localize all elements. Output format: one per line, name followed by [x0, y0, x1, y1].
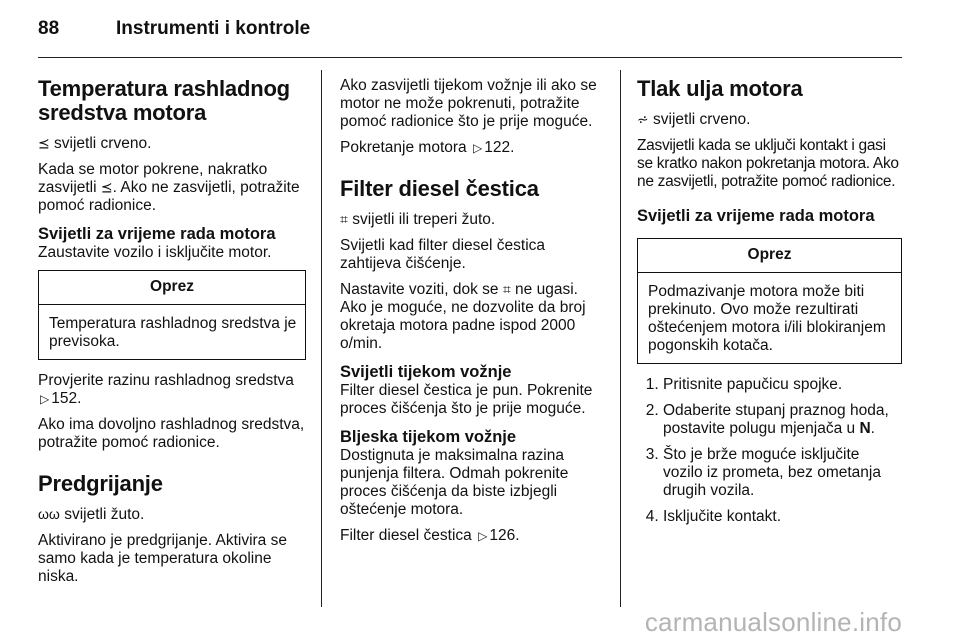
caution-box — [38, 270, 306, 360]
check-coolant-paragraph: Provjerite razinu rashladnog sredstva ▷ 152. — [38, 372, 294, 407]
section-heading-filter: Filter diesel čestica — [340, 176, 539, 201]
filter-light-line: ⌗ svijetli ili treperi žuto. — [340, 211, 496, 228]
caution-title: Oprez — [638, 239, 901, 273]
oil-light-line: ⩫ svijetli crveno. — [637, 111, 751, 128]
list-item: 3. Što je brže moguće isključite vozilo iz prometa, bez ometanja drugih vozila. — [663, 446, 902, 500]
page-reference-icon: ▷ — [40, 392, 50, 406]
coolant-light-line: ⪯ svijetli crveno. — [38, 135, 152, 152]
flash-paragraph: Dostignuta je maksimalna razina punjenja filtera. Odmah pokrenite proces čišćenja da biste izbjegli oštećenje motora. — [340, 447, 569, 518]
caution-body: Temperatura rashladnog sredstva je previsoka. — [49, 315, 297, 350]
diesel-particulate-filter-icon: ⌗ — [502, 281, 511, 297]
oil-pressure-icon: ⩫ — [637, 111, 649, 127]
section-heading-oil: Tlak ulja motora — [637, 76, 803, 101]
list-item: 4. Isključite kontakt. — [663, 508, 902, 526]
column-2 — [340, 77, 608, 553]
glow-plug-icon: ωω — [38, 506, 60, 522]
diesel-particulate-filter-icon: ⌗ — [340, 211, 348, 227]
subheading-flash-driving: Bljeska tijekom vožnje — [340, 428, 517, 446]
section-heading-preheat: Predgrijanje — [38, 471, 163, 496]
page-number: 88 — [38, 18, 60, 39]
subheading-running: Svijetli za vrijeme rada motora — [637, 207, 875, 225]
subheading-lit-driving: Svijetli tijekom vožnje — [340, 363, 512, 381]
column-3 — [637, 77, 902, 534]
start-engine-paragraph: Pokretanje motora ▷ 122. — [340, 139, 515, 156]
lit-paragraph: Filter diesel čestica je pun. Pokrenite proces čišćenja što je prije moguće. — [340, 382, 593, 417]
preheat-paragraph: Aktivirano je predgrijanje. Aktivira se samo kada je temperatura okoline niska. — [38, 532, 287, 585]
caution-body: Podmazivanje motora može biti prekinuto. Ovo može rezultirati oštećenjem motora i/ili blokiranjem pogonskih kotača. — [648, 283, 886, 354]
steps-list — [637, 376, 902, 526]
page-reference[interactable]: 152. — [51, 390, 82, 407]
coolant-temperature-icon: ⪯ — [38, 135, 50, 151]
enough-coolant-paragraph: Ako ima dovoljno rashladnog sredstva, potražite pomoć radionice. — [38, 416, 305, 451]
oil-paragraph: Zasvijetli kada se uključi kontakt i gasi se kratko nakon pokretanja motora. Ako ne zasvijetli, potražite pomoć radionice. — [637, 137, 899, 190]
column-divider — [620, 70, 621, 607]
coolant-paragraph: Kada se motor pokrene, nakratko zasvijetli ⪯. Ako ne zasvijetli, potražite pomoć radionice. — [38, 161, 300, 214]
watermark: carmanualsonline.info — [644, 607, 902, 637]
preheat-continued-paragraph: Ako zasvijetli tijekom vožnje ili ako se motor ne može pokrenuti, potražite pomoć radionice što je prije moguće. — [340, 77, 597, 130]
column-divider — [321, 70, 322, 607]
filter-paragraph-1: Svijetli kad filter diesel čestica zahtijeva čišćenje. — [340, 237, 546, 272]
running-paragraph: Zaustavite vozilo i isključite motor. — [38, 244, 272, 261]
page-reference[interactable]: 126. — [489, 527, 520, 544]
subheading-running: Svijetli za vrijeme rada motora — [38, 225, 276, 243]
filter-paragraph-2: Nastavite voziti, dok se ⌗ ne ugasi. Ako je moguće, ne dozvolite da broj okretaja motora padne ispod 2000 o/min. — [340, 281, 586, 352]
column-1 — [38, 77, 306, 594]
preheat-light-line: ωω svijetli žuto. — [38, 506, 145, 523]
page-header — [38, 18, 310, 40]
page-reference-icon: ▷ — [478, 529, 488, 543]
filter-reference-paragraph: Filter diesel čestica ▷ 126. — [340, 527, 520, 544]
page-reference-icon: ▷ — [472, 141, 483, 155]
section-heading-coolant: Temperatura rashladnog sredstva motora — [38, 76, 290, 125]
chapter-title: Instrumenti i kontrole — [116, 18, 311, 39]
header-rule — [38, 57, 902, 58]
coolant-temperature-icon: ⪯ — [100, 179, 113, 195]
page-reference[interactable]: 122. — [484, 139, 515, 156]
caution-title: Oprez — [39, 271, 305, 305]
list-item: 1. Pritisnite papučicu spojke. — [663, 376, 902, 394]
caution-box — [637, 238, 902, 364]
list-item: 2. Odaberite stupanj praznog hoda, postavite polugu mjenjača u N. — [663, 402, 902, 438]
